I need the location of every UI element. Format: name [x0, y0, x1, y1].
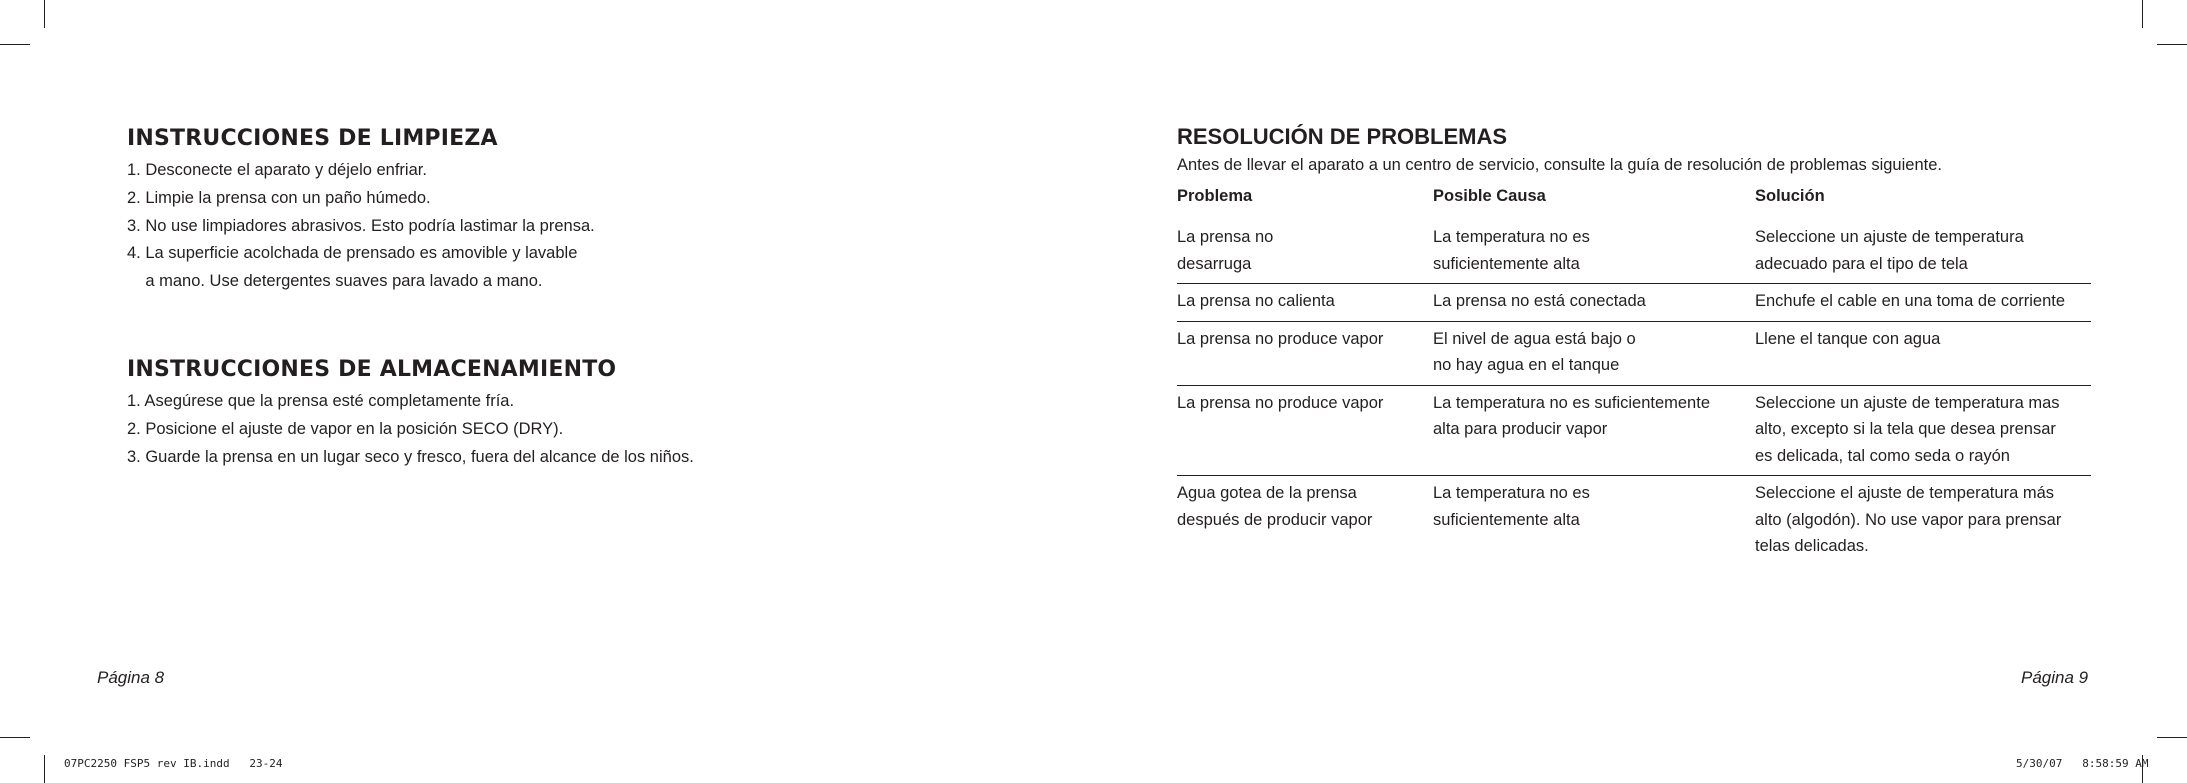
table-row — [1177, 321, 2091, 385]
table-row — [1177, 476, 2091, 566]
crop-mark — [44, 755, 45, 783]
troubleshooting-title: RESOLUCIÓN DE PROBLEMAS — [1177, 124, 1508, 149]
solution-cell: Llene el tanque con agua — [1755, 321, 2091, 385]
table-row — [1177, 284, 2091, 322]
list-item: 3. Guarde la prensa en un lugar seco y fresco, fuera del alcance de los niños. — [127, 447, 694, 466]
problem-cell: La prensa no produce vapor — [1177, 385, 1433, 476]
cause-cell: El nivel de agua está bajo o no hay agua en el tanque — [1433, 321, 1755, 385]
troubleshooting-intro: Antes de llevar el aparato a un centro de servicio, consulte la guía de resolución de problemas siguiente. — [1177, 156, 1942, 174]
problem-cell: La prensa no desarruga — [1177, 220, 1433, 284]
crop-mark — [44, 0, 45, 28]
list-item: 2. Posicione el ajuste de vapor en la posición SECO (DRY). — [127, 419, 564, 438]
slug-timestamp: 5/30/07 8:58:59 AM — [2016, 757, 2149, 770]
troubleshooting-table — [1177, 182, 2091, 566]
page-number-left: Página 8 — [97, 668, 165, 687]
list-item: 1. Desconecte el aparato y déjelo enfriar. — [127, 161, 427, 179]
crop-mark — [2142, 0, 2143, 28]
page-number-right: Página 9 — [2021, 668, 2089, 687]
storage-steps — [127, 388, 694, 471]
solution-cell: Enchufe el cable en una toma de corriente — [1755, 284, 2091, 322]
cause-cell: La temperatura no es suficientemente alta — [1433, 220, 1755, 284]
table-row — [1177, 385, 2091, 476]
table-header-row — [1177, 182, 2091, 220]
solution-cell: Seleccione el ajuste de temperatura más alto (algodón). No use vapor para prensar telas delicadas. — [1755, 484, 2062, 555]
table-row — [1177, 220, 2091, 284]
problem-cell: La prensa no calienta — [1177, 284, 1433, 322]
cause-cell: La prensa no está conectada — [1433, 284, 1755, 322]
cleaning-steps — [127, 157, 595, 296]
column-header-solution: Solución — [1755, 187, 1825, 205]
list-item: 2. Limpie la prensa con un paño húmedo. — [127, 188, 431, 207]
list-item: a mano. Use detergentes suaves para lavado a mano. — [127, 272, 543, 291]
storage-title: INSTRUCCIONES DE ALMACENAMIENTO — [127, 357, 617, 382]
crop-mark — [2157, 737, 2187, 738]
crop-mark — [0, 737, 30, 738]
crop-mark — [0, 44, 30, 45]
column-header-cause: Posible Causa — [1433, 187, 1546, 205]
cause-cell: La temperatura no es suficientemente alta para producir vapor — [1433, 385, 1755, 476]
solution-cell: Seleccione un ajuste de temperatura adecuado para el tipo de tela — [1755, 220, 2091, 284]
list-item: 4. La superficie acolchada de prensado es amovible y lavable — [127, 244, 578, 263]
problem-cell: La prensa no produce vapor — [1177, 321, 1433, 385]
crop-mark — [2157, 44, 2187, 45]
column-header-problem: Problema — [1177, 187, 1253, 205]
cause-cell: La temperatura no es suficientemente alta — [1433, 484, 1590, 529]
solution-cell: Seleccione un ajuste de temperatura mas alto, excepto si la tela que desea prensar es delicada, tal como seda o rayón — [1755, 385, 2091, 476]
list-item: 1. Asegúrese que la prensa esté completamente fría. — [127, 392, 515, 410]
problem-cell: Agua gotea de la prensa después de producir vapor — [1177, 484, 1373, 529]
slug-filename: 07PC2250 FSP5 rev IB.indd 23-24 — [64, 757, 283, 770]
list-item: 3. No use limpiadores abrasivos. Esto podría lastimar la prensa. — [127, 216, 595, 235]
cleaning-title: INSTRUCCIONES DE LIMPIEZA — [127, 126, 498, 151]
